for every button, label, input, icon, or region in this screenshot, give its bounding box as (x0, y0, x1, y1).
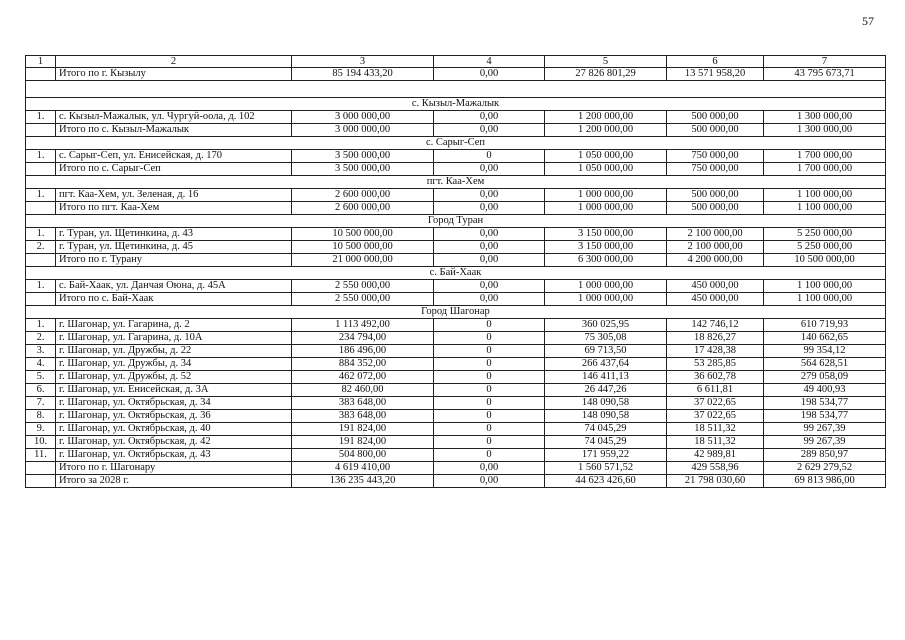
address-cell: г. Шагонар, ул. Гагарина, д. 10А (56, 332, 292, 345)
row-number: 1. (26, 189, 56, 202)
col7-cell: 10 500 000,00 (764, 254, 886, 267)
row-number (26, 254, 56, 267)
col4-cell: 0,00 (434, 163, 545, 176)
table-row (26, 111, 886, 124)
table-row (26, 371, 886, 384)
total-row (26, 293, 886, 306)
col5-cell: 171 959,22 (545, 449, 667, 462)
section-title: с. Бай-Хаак (26, 267, 886, 280)
table-row (26, 423, 886, 436)
cost-total-cell: 884 352,00 (292, 358, 434, 371)
col6-cell: 36 602,78 (667, 371, 764, 384)
address-cell: г. Шагонар, ул. Октябрьская, д. 42 (56, 436, 292, 449)
col5-cell: 1 560 571,52 (545, 462, 667, 475)
col6-cell: 53 285,85 (667, 358, 764, 371)
col5-cell: 27 826 801,29 (545, 68, 667, 81)
cost-total-cell: 504 800,00 (292, 449, 434, 462)
col6-cell: 37 022,65 (667, 410, 764, 423)
col7-cell: 1 100 000,00 (764, 280, 886, 293)
cost-total-cell: 383 648,00 (292, 397, 434, 410)
row-number: 11. (26, 449, 56, 462)
table-row (26, 345, 886, 358)
col5-cell: 1 000 000,00 (545, 202, 667, 215)
row-number: 4. (26, 358, 56, 371)
col7-cell: 99 267,39 (764, 436, 886, 449)
col5-cell: 1 050 000,00 (545, 163, 667, 176)
cost-total-cell: 82 460,00 (292, 384, 434, 397)
col5-cell: 360 025,95 (545, 319, 667, 332)
col4-cell: 0 (434, 423, 545, 436)
col5-cell: 75 305,08 (545, 332, 667, 345)
table-row (26, 397, 886, 410)
col6-cell: 450 000,00 (667, 280, 764, 293)
col6-cell: 500 000,00 (667, 111, 764, 124)
section-header-row (26, 98, 886, 111)
address-cell: г. Шагонар, ул. Октябрьская, д. 36 (56, 410, 292, 423)
col7-cell: 99 267,39 (764, 423, 886, 436)
table-row (26, 449, 886, 462)
row-number (26, 462, 56, 475)
cost-total-cell: 10 500 000,00 (292, 241, 434, 254)
address-cell: Итого за 2028 г. (56, 475, 292, 488)
total-row (26, 475, 886, 488)
section-header-row (26, 137, 886, 150)
address-cell: с. Кызыл-Мажалык, ул. Чургуй-оола, д. 102 (56, 111, 292, 124)
col7-cell: 5 250 000,00 (764, 228, 886, 241)
cost-total-cell: 1 113 492,00 (292, 319, 434, 332)
cost-total-cell: 21 000 000,00 (292, 254, 434, 267)
col6-cell: 750 000,00 (667, 163, 764, 176)
col6-cell: 500 000,00 (667, 202, 764, 215)
col5-cell: 148 090,58 (545, 410, 667, 423)
total-row (26, 124, 886, 137)
col6-cell: 18 826,27 (667, 332, 764, 345)
col5-cell: 266 437,64 (545, 358, 667, 371)
col7-cell: 1 700 000,00 (764, 150, 886, 163)
col5-cell: 146 411,13 (545, 371, 667, 384)
address-cell: г. Шагонар, ул. Дружбы, д. 22 (56, 345, 292, 358)
address-cell: г. Шагонар, ул. Октябрьская, д. 43 (56, 449, 292, 462)
col5-cell: 3 150 000,00 (545, 241, 667, 254)
col5-cell: 69 713,50 (545, 345, 667, 358)
row-number (26, 202, 56, 215)
col5-cell: 6 300 000,00 (545, 254, 667, 267)
col6-cell: 18 511,32 (667, 436, 764, 449)
table-row (26, 228, 886, 241)
table-row (26, 241, 886, 254)
col5-cell: 74 045,29 (545, 423, 667, 436)
col5-cell: 148 090,58 (545, 397, 667, 410)
col7-cell: 2 629 279,52 (764, 462, 886, 475)
section-header-row (26, 215, 886, 228)
row-number (26, 68, 56, 81)
cost-total-cell: 191 824,00 (292, 423, 434, 436)
row-number: 1. (26, 228, 56, 241)
col-header-1: 1 (26, 56, 56, 68)
col4-cell: 0 (434, 384, 545, 397)
col4-cell: 0 (434, 397, 545, 410)
cost-total-cell: 383 648,00 (292, 410, 434, 423)
cost-total-cell: 10 500 000,00 (292, 228, 434, 241)
table-row (26, 358, 886, 371)
col6-cell: 450 000,00 (667, 293, 764, 306)
address-cell: Итого по пгт. Каа-Хем (56, 202, 292, 215)
col6-cell: 2 100 000,00 (667, 228, 764, 241)
section-header-row (26, 306, 886, 319)
col7-cell: 5 250 000,00 (764, 241, 886, 254)
col6-cell: 2 100 000,00 (667, 241, 764, 254)
col4-cell: 0,00 (434, 462, 545, 475)
cost-total-cell: 3 500 000,00 (292, 150, 434, 163)
col6-cell: 429 558,96 (667, 462, 764, 475)
col7-cell: 99 354,12 (764, 345, 886, 358)
col5-cell: 1 000 000,00 (545, 189, 667, 202)
col-header-5: 5 (545, 56, 667, 68)
row-number: 2. (26, 241, 56, 254)
cost-total-cell: 3 000 000,00 (292, 124, 434, 137)
col5-cell: 1 000 000,00 (545, 293, 667, 306)
col5-cell: 44 623 426,60 (545, 475, 667, 488)
col5-cell: 1 200 000,00 (545, 111, 667, 124)
col6-cell: 42 989,81 (667, 449, 764, 462)
col-header-3: 3 (292, 56, 434, 68)
row-number: 9. (26, 423, 56, 436)
col4-cell: 0,00 (434, 280, 545, 293)
budget-table (25, 55, 886, 488)
cost-total-cell: 4 619 410,00 (292, 462, 434, 475)
total-row (26, 163, 886, 176)
address-cell: г. Шагонар, ул. Енисейская, д. 3А (56, 384, 292, 397)
col4-cell: 0 (434, 319, 545, 332)
cost-total-cell: 2 600 000,00 (292, 189, 434, 202)
col6-cell: 13 571 958,20 (667, 68, 764, 81)
total-row (26, 462, 886, 475)
col4-cell: 0,00 (434, 68, 545, 81)
col4-cell: 0,00 (434, 202, 545, 215)
column-number-row (26, 56, 886, 68)
col6-cell: 6 611,81 (667, 384, 764, 397)
col4-cell: 0 (434, 358, 545, 371)
row-number: 1. (26, 150, 56, 163)
cost-total-cell: 2 600 000,00 (292, 202, 434, 215)
section-header-row (26, 176, 886, 189)
col4-cell: 0 (434, 436, 545, 449)
cost-total-cell: 234 794,00 (292, 332, 434, 345)
col-header-4: 4 (434, 56, 545, 68)
address-cell: Итого по г. Турану (56, 254, 292, 267)
section-header-row (26, 267, 886, 280)
row-number (26, 124, 56, 137)
col4-cell: 0 (434, 150, 545, 163)
address-cell: Итого по с. Бай-Хаак (56, 293, 292, 306)
table-row (26, 436, 886, 449)
cost-total-cell: 136 235 443,20 (292, 475, 434, 488)
col4-cell: 0 (434, 332, 545, 345)
row-number: 1. (26, 319, 56, 332)
col7-cell: 43 795 673,71 (764, 68, 886, 81)
col7-cell: 1 700 000,00 (764, 163, 886, 176)
cost-total-cell: 191 824,00 (292, 436, 434, 449)
row-number (26, 163, 56, 176)
col5-cell: 3 150 000,00 (545, 228, 667, 241)
col4-cell: 0,00 (434, 124, 545, 137)
col4-cell: 0 (434, 345, 545, 358)
cost-total-cell: 85 194 433,20 (292, 68, 434, 81)
col4-cell: 0 (434, 371, 545, 384)
col7-cell: 1 300 000,00 (764, 124, 886, 137)
row-number: 3. (26, 345, 56, 358)
cost-total-cell: 3 000 000,00 (292, 111, 434, 124)
row-number: 1. (26, 111, 56, 124)
section-title: Город Шагонар (26, 306, 886, 319)
address-cell: Итого по с. Кызыл-Мажалык (56, 124, 292, 137)
row-number (26, 475, 56, 488)
table-row (26, 280, 886, 293)
col6-cell: 21 798 030,60 (667, 475, 764, 488)
col4-cell: 0,00 (434, 241, 545, 254)
col5-cell: 74 045,29 (545, 436, 667, 449)
address-cell: с. Бай-Хаак, ул. Данчая Оюна, д. 45А (56, 280, 292, 293)
address-cell: г. Шагонар, ул. Гагарина, д. 2 (56, 319, 292, 332)
col7-cell: 198 534,77 (764, 410, 886, 423)
col7-cell: 289 850,97 (764, 449, 886, 462)
row-number: 7. (26, 397, 56, 410)
row-number (26, 293, 56, 306)
cost-total-cell: 186 496,00 (292, 345, 434, 358)
row-number: 1. (26, 280, 56, 293)
col7-cell: 49 400,93 (764, 384, 886, 397)
col7-cell: 198 534,77 (764, 397, 886, 410)
col7-cell: 1 100 000,00 (764, 293, 886, 306)
col5-cell: 26 447,26 (545, 384, 667, 397)
col-header-6: 6 (667, 56, 764, 68)
col6-cell: 37 022,65 (667, 397, 764, 410)
spacer-row (26, 81, 886, 98)
col7-cell: 1 100 000,00 (764, 189, 886, 202)
cost-total-cell: 2 550 000,00 (292, 293, 434, 306)
col6-cell: 18 511,32 (667, 423, 764, 436)
page-number: 57 (862, 14, 874, 28)
col4-cell: 0,00 (434, 228, 545, 241)
address-cell: с. Сарыг-Сеп, ул. Енисейская, д. 170 (56, 150, 292, 163)
address-cell: г. Шагонар, ул. Дружбы, д. 34 (56, 358, 292, 371)
col4-cell: 0,00 (434, 111, 545, 124)
row-number: 2. (26, 332, 56, 345)
col5-cell: 1 200 000,00 (545, 124, 667, 137)
total-row (26, 202, 886, 215)
address-cell: г. Туран, ул. Щетинкина, д. 43 (56, 228, 292, 241)
col7-cell: 1 300 000,00 (764, 111, 886, 124)
address-cell: Итого по г. Шагонару (56, 462, 292, 475)
col4-cell: 0,00 (434, 475, 545, 488)
cost-total-cell: 462 072,00 (292, 371, 434, 384)
row-number: 5. (26, 371, 56, 384)
col7-cell: 610 719,93 (764, 319, 886, 332)
col6-cell: 17 428,38 (667, 345, 764, 358)
col7-cell: 1 100 000,00 (764, 202, 886, 215)
col7-cell: 140 662,65 (764, 332, 886, 345)
table-row (26, 410, 886, 423)
col7-cell: 564 628,51 (764, 358, 886, 371)
col4-cell: 0 (434, 410, 545, 423)
address-cell: Итого по г. Кызылу (56, 68, 292, 81)
address-cell: Итого по с. Сарыг-Сеп (56, 163, 292, 176)
section-title: с. Кызыл-Мажалык (26, 98, 886, 111)
address-cell: г. Шагонар, ул. Октябрьская, д. 34 (56, 397, 292, 410)
col4-cell: 0,00 (434, 189, 545, 202)
section-title: с. Сарыг-Сеп (26, 137, 886, 150)
address-cell: г. Шагонар, ул. Октябрьская, д. 40 (56, 423, 292, 436)
address-cell: г. Шагонар, ул. Дружбы, д. 52 (56, 371, 292, 384)
table-row (26, 332, 886, 345)
col6-cell: 500 000,00 (667, 124, 764, 137)
col6-cell: 4 200 000,00 (667, 254, 764, 267)
address-cell: г. Туран, ул. Щетинкина, д. 45 (56, 241, 292, 254)
col7-cell: 69 813 986,00 (764, 475, 886, 488)
table-row (26, 189, 886, 202)
col4-cell: 0 (434, 449, 545, 462)
spacer-cell (26, 81, 886, 98)
col-header-7: 7 (764, 56, 886, 68)
row-number: 10. (26, 436, 56, 449)
col5-cell: 1 000 000,00 (545, 280, 667, 293)
col5-cell: 1 050 000,00 (545, 150, 667, 163)
cost-total-cell: 3 500 000,00 (292, 163, 434, 176)
col6-cell: 142 746,12 (667, 319, 764, 332)
col4-cell: 0,00 (434, 293, 545, 306)
col7-cell: 279 058,09 (764, 371, 886, 384)
row-number: 8. (26, 410, 56, 423)
table-row (26, 150, 886, 163)
total-row (26, 68, 886, 81)
col4-cell: 0,00 (434, 254, 545, 267)
table-row (26, 319, 886, 332)
col6-cell: 750 000,00 (667, 150, 764, 163)
cost-total-cell: 2 550 000,00 (292, 280, 434, 293)
address-cell: пгт. Каа-Хем, ул. Зеленая, д. 16 (56, 189, 292, 202)
col6-cell: 500 000,00 (667, 189, 764, 202)
section-title: пгт. Каа-Хем (26, 176, 886, 189)
col-header-2: 2 (56, 56, 292, 68)
row-number: 6. (26, 384, 56, 397)
section-title: Город Туран (26, 215, 886, 228)
total-row (26, 254, 886, 267)
table-row (26, 384, 886, 397)
